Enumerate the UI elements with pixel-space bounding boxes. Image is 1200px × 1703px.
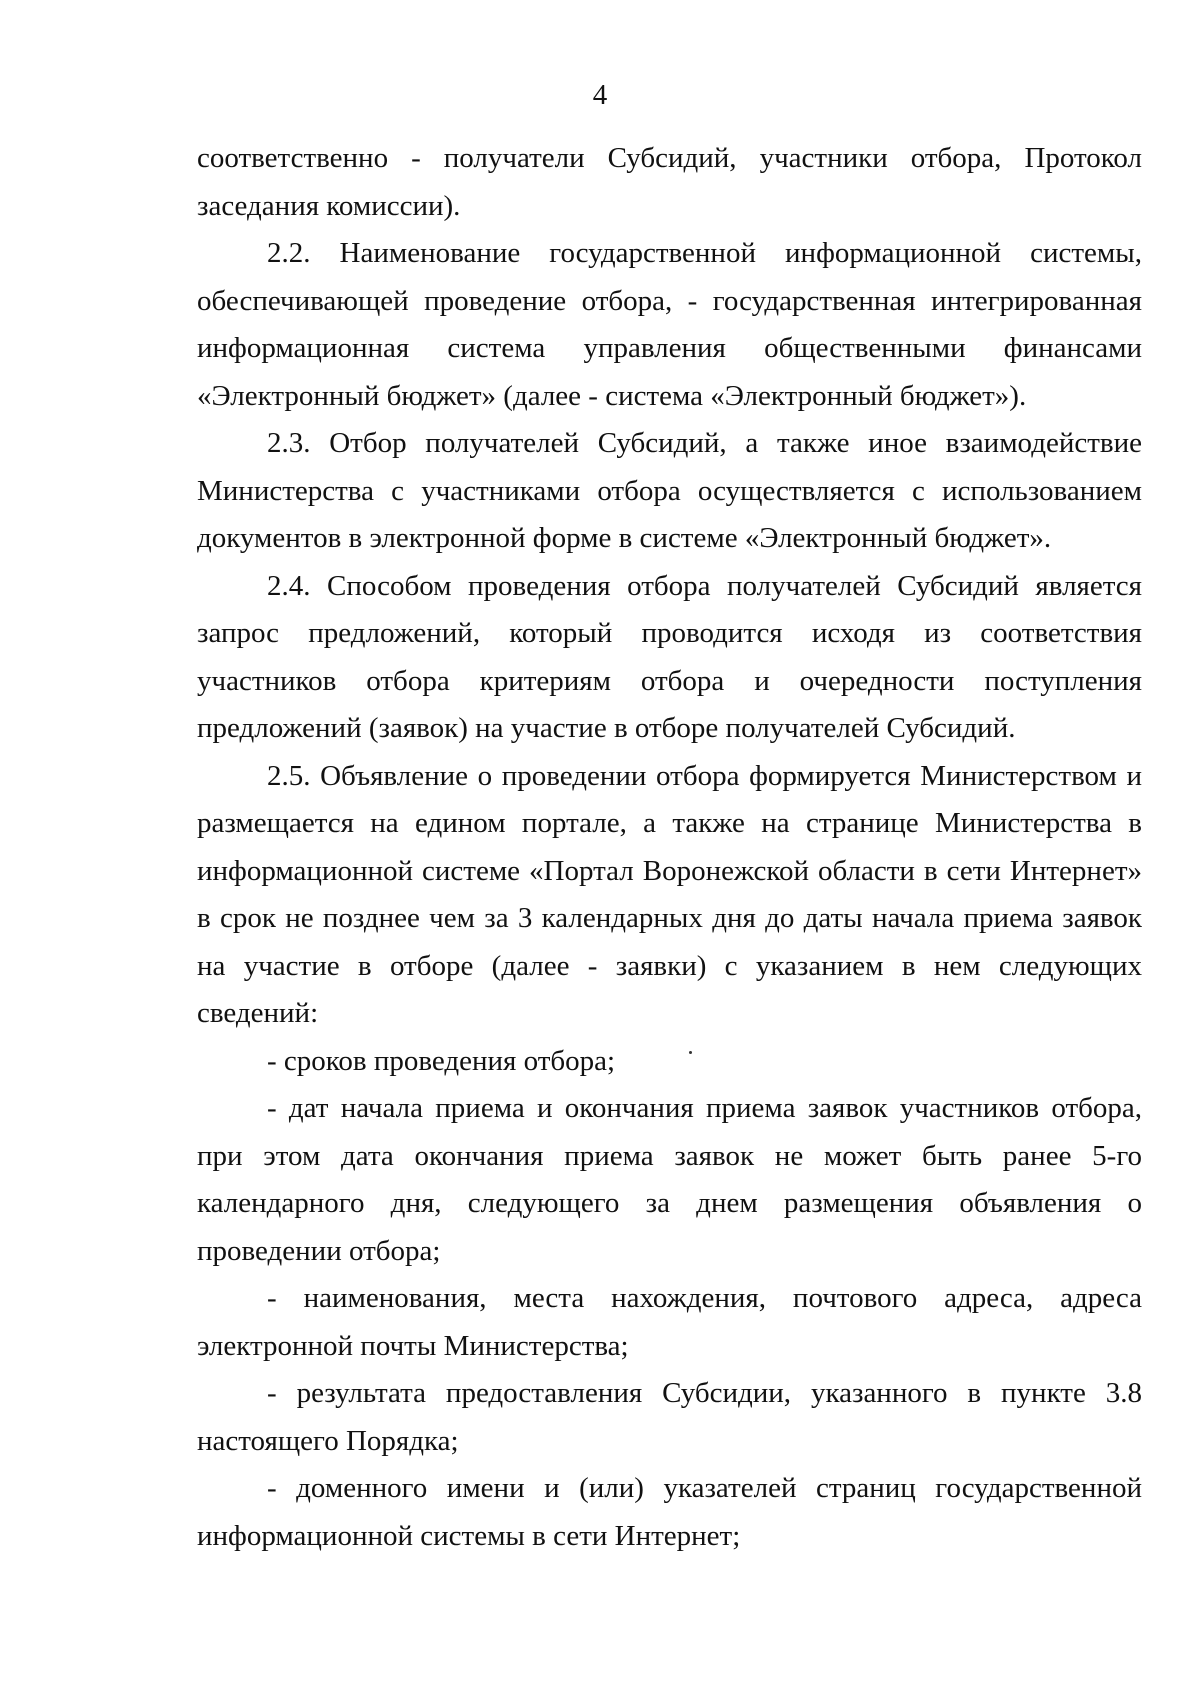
list-item-contacts: - наименования, места нахождения, почтового адреса, адреса электронной почты Министерства;: [197, 1282, 1142, 1362]
page-number: 4: [592, 79, 608, 111]
list-item-dates: - дат начала приема и окончания приема заявок участников отбора, при этом дата окончания приема заявок не может быть ранее 5-го календарного дня, следующего за днем размещения объявления о проведении отбора;: [197, 1092, 1142, 1267]
paragraph-2-5: 2.5. Объявление о проведении отбора формируется Министерством и размещается на едином портале, а также на странице Министерства в информационной системе «Портал Воронежской области в сети Интернет» в срок не позднее чем за 3 календарных дня до даты начала приема заявок на участие в отборе (далее - заявки) с указанием в нем следующих сведений:: [197, 759, 1142, 1029]
list-item-result: - результата предоставления Субсидии, указанного в пункте 3.8 настоящего Порядка;: [197, 1377, 1142, 1457]
paragraph-2-2: 2.2. Наименование государственной информационной системы, обеспечивающей проведение отбора, - государственная интегрированная информационная система управления общественными финансами «Электронный бюджет» (далее - система «Электронный бюджет»).: [197, 237, 1142, 412]
scan-artifact-dot: [689, 1051, 692, 1054]
paragraph-2-4: 2.4. Способом проведения отбора получателей Субсидий является запрос предложений, который проводится исходя из соответствия участников отбора критериям отбора и очередности поступления предложений (заявок) на участие в отборе получателей Субсидий.: [197, 569, 1142, 744]
paragraph-continuation: соответственно - получатели Субсидий, участники отбора, Протокол заседания комиссии).: [197, 142, 1142, 222]
document-body: [197, 135, 1142, 1560]
paragraph-2-3: 2.3. Отбор получателей Субсидий, а также иное взаимодействие Министерства с участниками отбора осуществляется с использованием документов в электронной форме в системе «Электронный бюджет».: [197, 427, 1142, 554]
list-item-domain: - доменного имени и (или) указателей страниц государственной информационной системы в сети Интернет;: [197, 1472, 1142, 1552]
list-item-deadlines: - сроков проведения отбора;: [267, 1044, 616, 1077]
